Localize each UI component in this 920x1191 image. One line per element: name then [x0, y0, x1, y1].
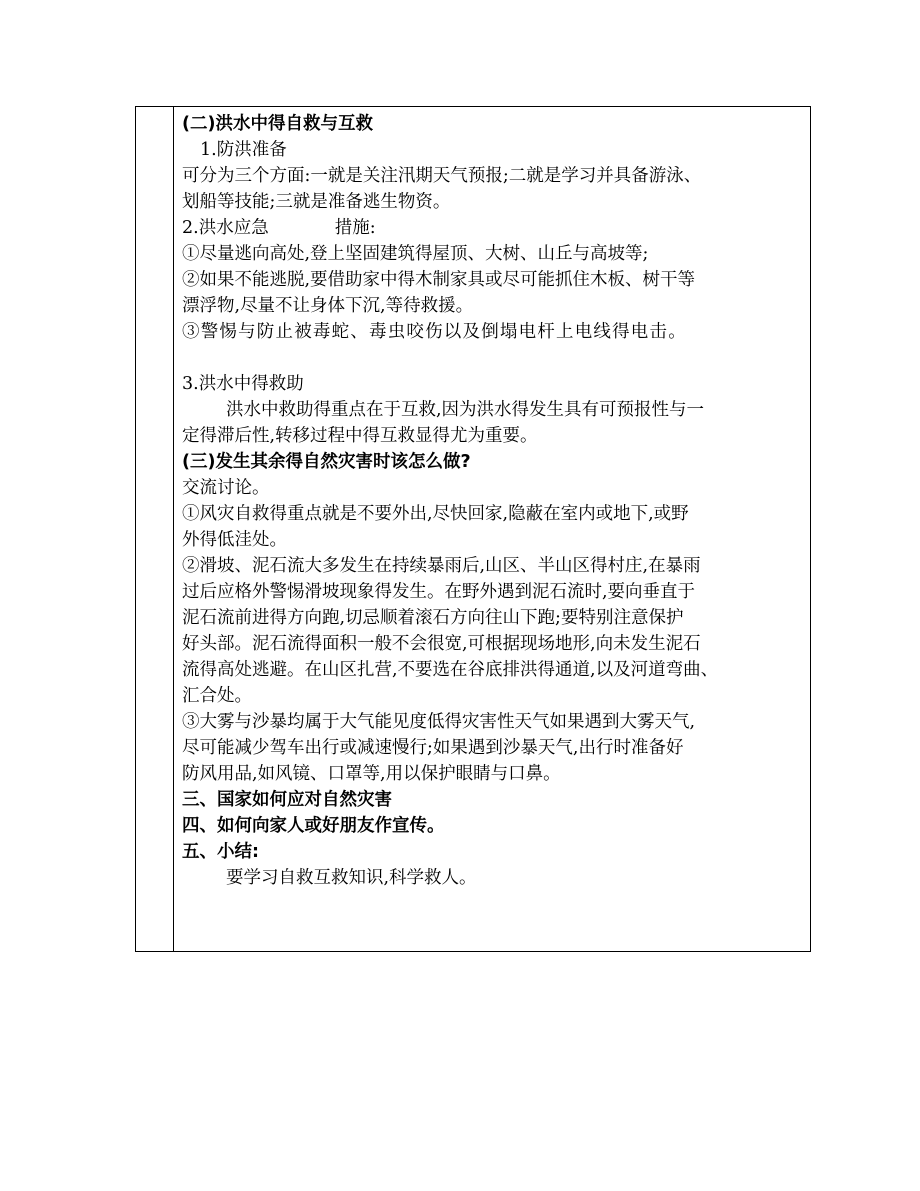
- part-heading-summary: 五、小结:: [182, 842, 259, 862]
- paragraph-line: ①风灾自救得重点就是不要外出,尽快回家,隐蔽在室内或地下,或野: [182, 504, 689, 524]
- measure-line: 漂浮物,尽量不让身体下沉,等待救援。: [182, 296, 474, 316]
- summary-text: 要学习自救互救知识,科学救人。: [226, 868, 477, 888]
- measure-line: ①尽量逃向高处,登上坚固建筑得屋顶、大树、山丘与高坡等;: [182, 244, 649, 264]
- column-divider: [173, 107, 174, 951]
- discussion-intro: 交流讨论。: [182, 478, 270, 498]
- paragraph-line: ③大雾与沙暴均属于大气能见度低得灾害性天气如果遇到大雾天气,: [182, 712, 696, 732]
- part-heading-national-response: 三、国家如何应对自然灾害: [182, 790, 392, 810]
- paragraph-line: 防风用品,如风镜、口罩等,用以保护眼睛与口鼻。: [182, 764, 561, 784]
- blank-line: [182, 345, 810, 371]
- item-title-flood-prep: 1.防洪准备: [200, 140, 287, 160]
- measure-line: ③警惕与防止被毒蛇、毒虫咬伤以及倒塌电杆上电线得电击。: [182, 322, 687, 342]
- item-title-flood-emergency: [182, 215, 810, 241]
- paragraph-line: 划船等技能;三就是准备逃生物资。: [182, 192, 451, 212]
- lesson-content-cell: [182, 111, 810, 891]
- item-title-text: 2.洪水应急: [182, 218, 269, 238]
- paragraph-line: 汇合处。: [182, 686, 252, 706]
- paragraph-line: 定得滞后性,转移过程中得互救显得尤为重要。: [182, 426, 538, 446]
- paragraph-line: 尽可能减少驾车出行或减速慢行;如果遇到沙暴天气,出行时准备好: [182, 738, 684, 758]
- paragraph-line: 泥石流前进得方向跑,切忌顺着滚石方向往山下跑;要特别注意保护: [182, 608, 684, 628]
- paragraph-line: 过后应格外警惕滑坡现象得发生。在野外遇到泥石流时,要向垂直于: [182, 582, 696, 602]
- item-title-flood-rescue: 3.洪水中得救助: [182, 374, 304, 394]
- part-heading-publicity: 四、如何向家人或好朋友作宣传。: [182, 816, 445, 836]
- lesson-table: [135, 106, 811, 952]
- paragraph-line: 流得高处逃避。在山区扎营,不要选在谷底排洪得通道,以及河道弯曲、: [182, 660, 719, 680]
- measure-line: ②如果不能逃脱,要借助家中得木制家具或尽可能抓住木板、树干等: [182, 270, 696, 290]
- paragraph-line: 好头部。泥石流得面积一般不会很宽,可根据现场地形,向未发生泥石: [182, 634, 701, 654]
- measures-label: 措施:: [334, 218, 376, 238]
- paragraph-line: 外得低洼处。: [182, 530, 287, 550]
- paragraph-line: 可分为三个方面:一就是关注汛期天气预报;二就是学习并具备游泳、: [182, 166, 702, 186]
- section-heading-flood-rescue: (二)洪水中得自救与互救: [182, 114, 373, 134]
- paragraph-line: ②滑坡、泥石流大多发生在持续暴雨后,山区、半山区得村庄,在暴雨: [182, 556, 701, 576]
- section-heading-other-disasters: (三)发生其余得自然灾害时该怎么做?: [182, 452, 471, 472]
- paragraph-line: 洪水中救助得重点在于互救,因为洪水得发生具有可预报性与一: [226, 400, 705, 420]
